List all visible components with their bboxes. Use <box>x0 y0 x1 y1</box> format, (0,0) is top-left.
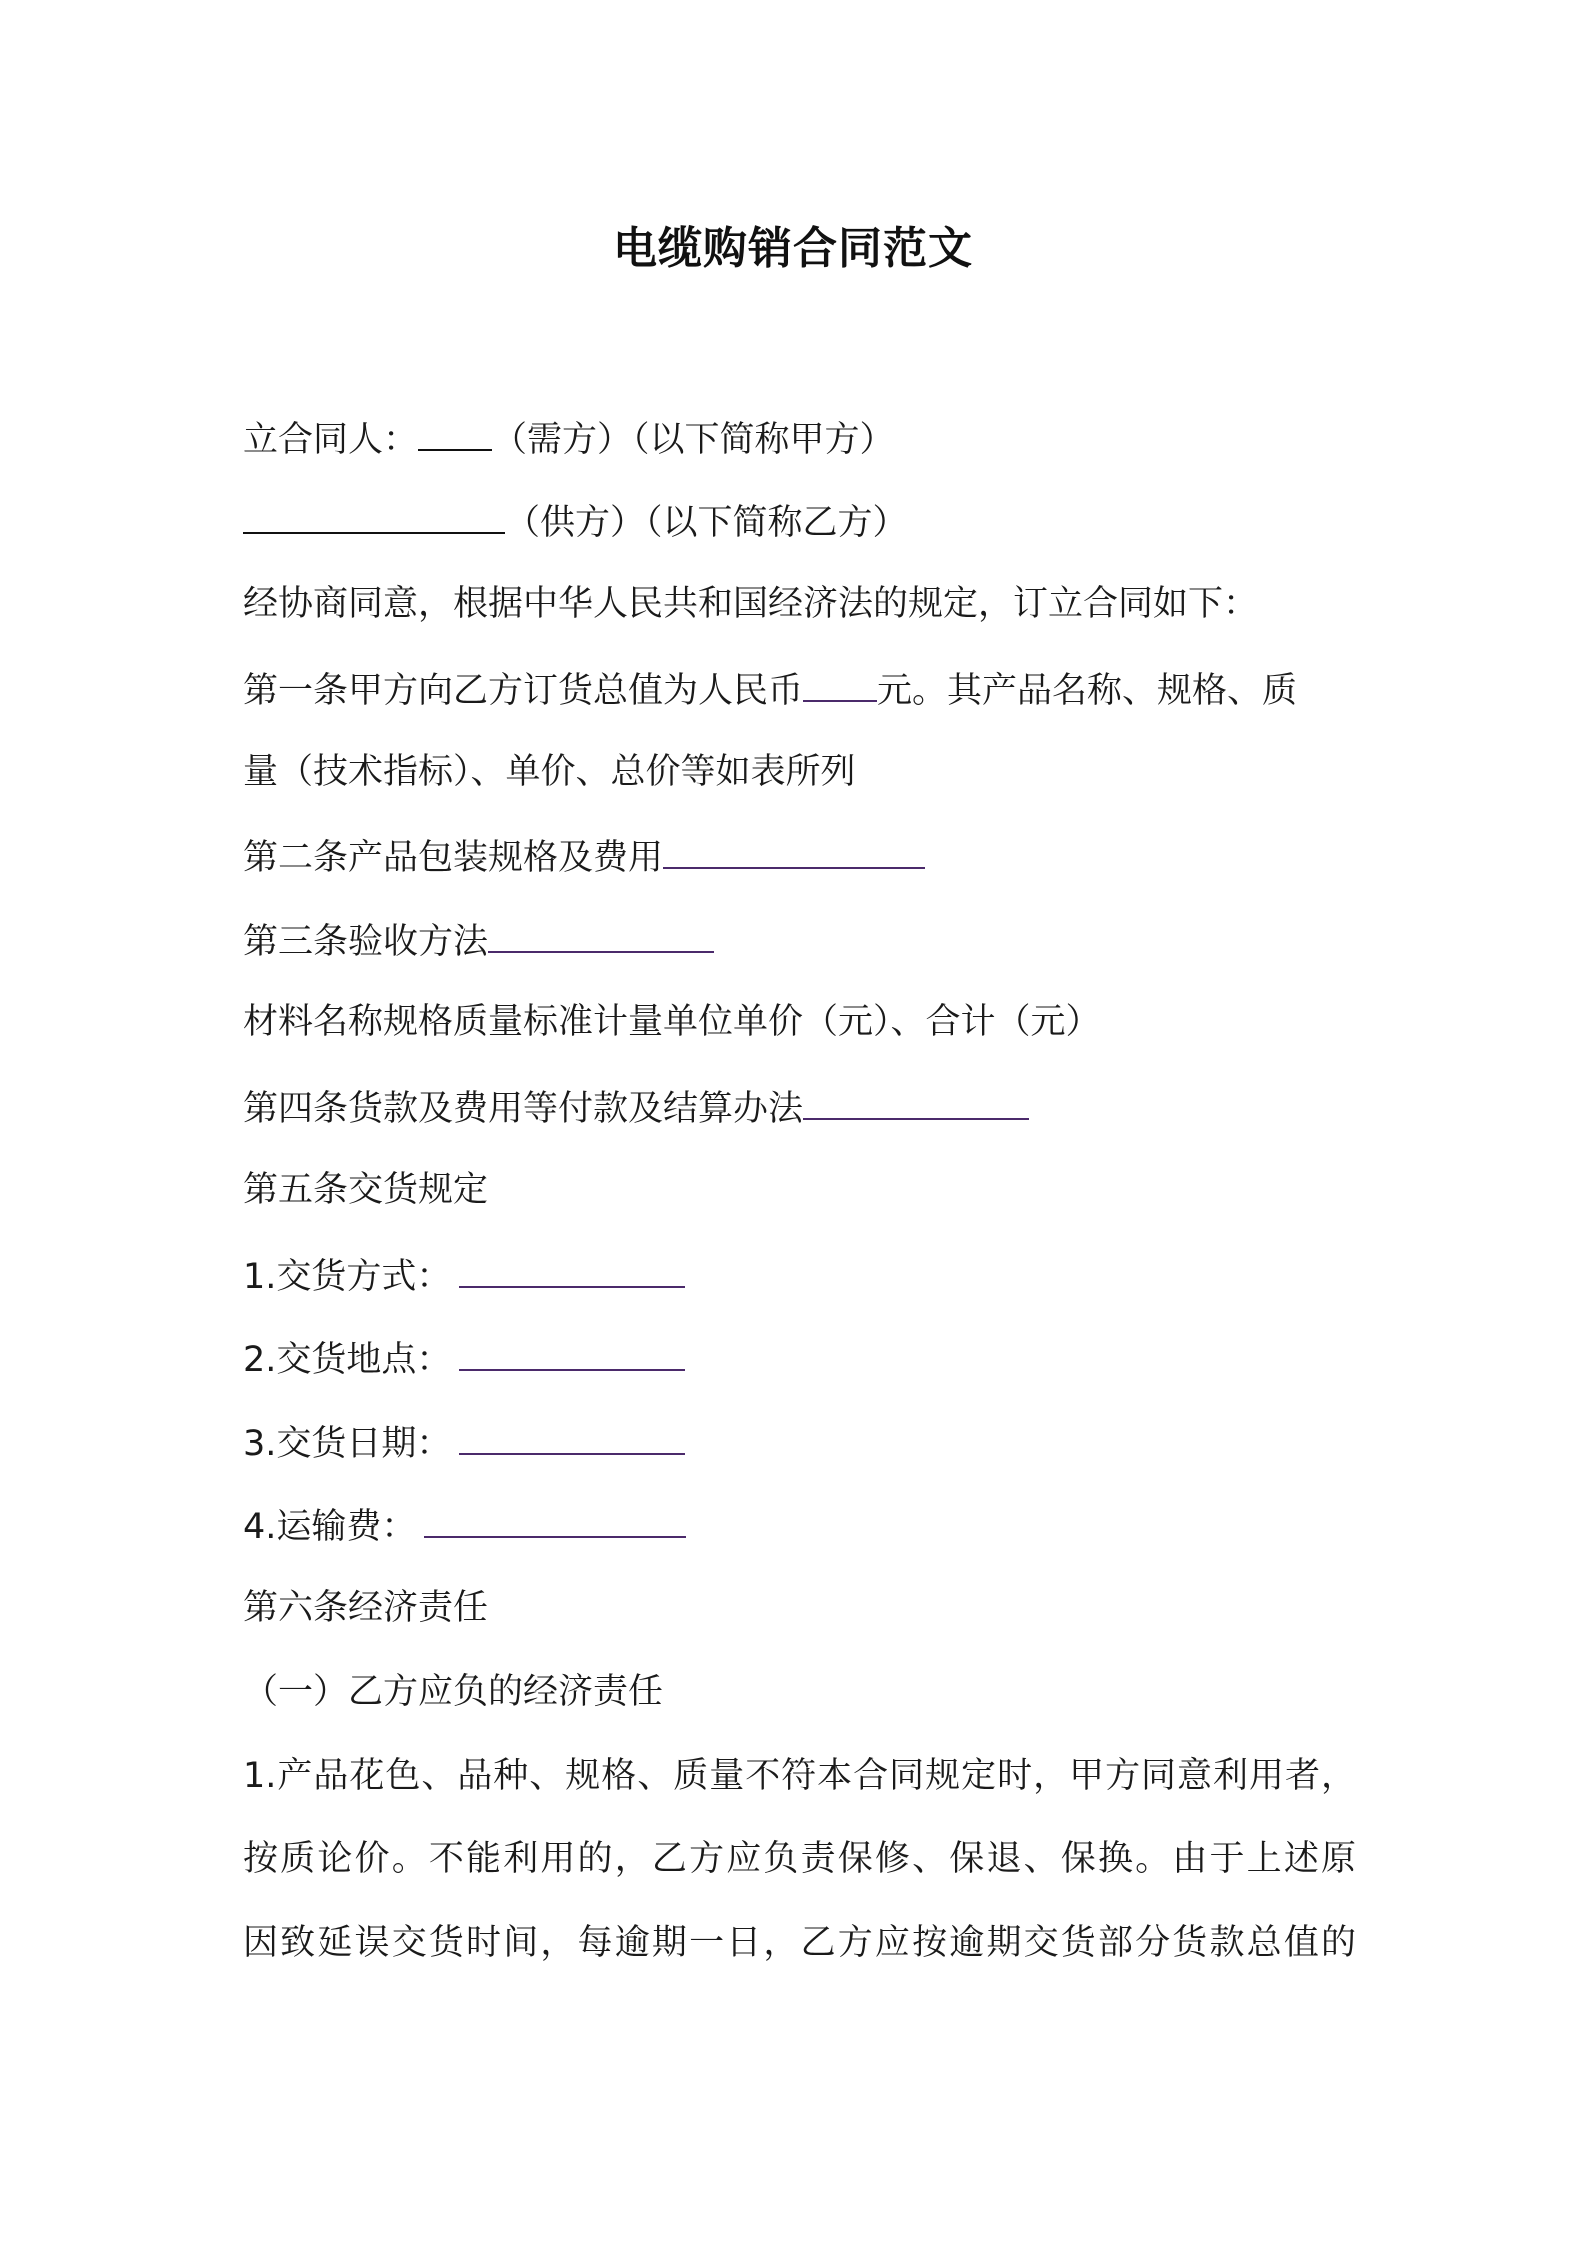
transport-fee-label: 4.运输费： <box>243 1507 417 1547</box>
document-title: 电缆购销合同范文 <box>613 223 973 274</box>
delivery-date <box>243 1417 685 1468</box>
delivery-location <box>243 1333 685 1384</box>
delivery-location-label: 2.交货地点： <box>243 1340 452 1380</box>
article-5 <box>243 1166 488 1214</box>
contract-party-demand <box>243 413 895 464</box>
party-label: 立合同人： <box>243 420 419 460</box>
contract-party-supply <box>243 496 908 547</box>
transport-fee-blank[interactable] <box>424 1500 686 1538</box>
delivery-location-blank[interactable] <box>459 1333 685 1371</box>
clause-1-text-b: 按质论价。不能利用的，乙方应负责保修、保退、保换。由于上述原 <box>243 1839 1356 1879</box>
article-4-text: 第四条货款及费用等付款及结算办法 <box>243 1089 804 1129</box>
section-1-heading-text: （一）乙方应负的经济责任 <box>243 1672 664 1712</box>
article-3 <box>243 915 714 966</box>
party-a-role: （需方）（以下简称甲方） <box>492 420 895 460</box>
clause-1-text-c: 因致延误交货时间，每逾期一日，乙方应按逾期交货部分货款总值的 <box>243 1923 1356 1963</box>
acceptance-blank[interactable] <box>488 915 714 953</box>
material-header-text: 材料名称规格质量标准计量单位单价（元）、合计（元） <box>243 1002 1101 1042</box>
packaging-blank[interactable] <box>663 831 925 869</box>
section-1-heading <box>243 1668 663 1716</box>
delivery-method-label: 1.交货方式： <box>243 1257 452 1297</box>
article-2 <box>243 831 925 882</box>
clause-1-line-3 <box>243 1919 1356 1967</box>
delivery-method <box>243 1250 685 1301</box>
article-2-text: 第二条产品包装规格及费用 <box>243 838 664 878</box>
article-5-text: 第五条交货规定 <box>243 1170 489 1210</box>
delivery-method-blank[interactable] <box>459 1250 685 1288</box>
article-1-text-c: 量（技术指标）、单价、总价等如表所列 <box>243 752 856 792</box>
article-1-text-b: 元。其产品名称、规格、质 <box>877 671 1298 711</box>
delivery-date-blank[interactable] <box>459 1417 685 1455</box>
party-a-blank[interactable] <box>418 413 492 451</box>
article-4 <box>243 1082 1029 1133</box>
delivery-date-label: 3.交货日期： <box>243 1424 452 1464</box>
preamble <box>243 580 1258 628</box>
article-3-text: 第三条验收方法 <box>243 922 489 962</box>
clause-1-text-a: 1.产品花色、品种、规格、质量不符本合同规定时，甲方同意利用者， <box>243 1756 1356 1796</box>
article-1-line-1 <box>243 664 1297 715</box>
article-6-text: 第六条经济责任 <box>243 1588 489 1628</box>
article-1-line-2 <box>243 748 856 796</box>
clause-1-line-2 <box>243 1835 1356 1883</box>
preamble-text: 经协商同意，根据中华人民共和国经济法的规定，订立合同如下： <box>243 584 1259 624</box>
payment-blank[interactable] <box>803 1082 1029 1120</box>
total-value-blank[interactable] <box>803 664 877 702</box>
clause-1-line-1 <box>243 1752 1356 1800</box>
material-header <box>243 998 1101 1046</box>
article-1-text-a: 第一条甲方向乙方订货总值为人民币 <box>243 671 804 711</box>
transport-fee <box>243 1500 686 1551</box>
article-6 <box>243 1584 488 1632</box>
party-b-blank[interactable] <box>243 496 505 534</box>
party-b-role: （供方）（以下简称乙方） <box>505 503 908 543</box>
